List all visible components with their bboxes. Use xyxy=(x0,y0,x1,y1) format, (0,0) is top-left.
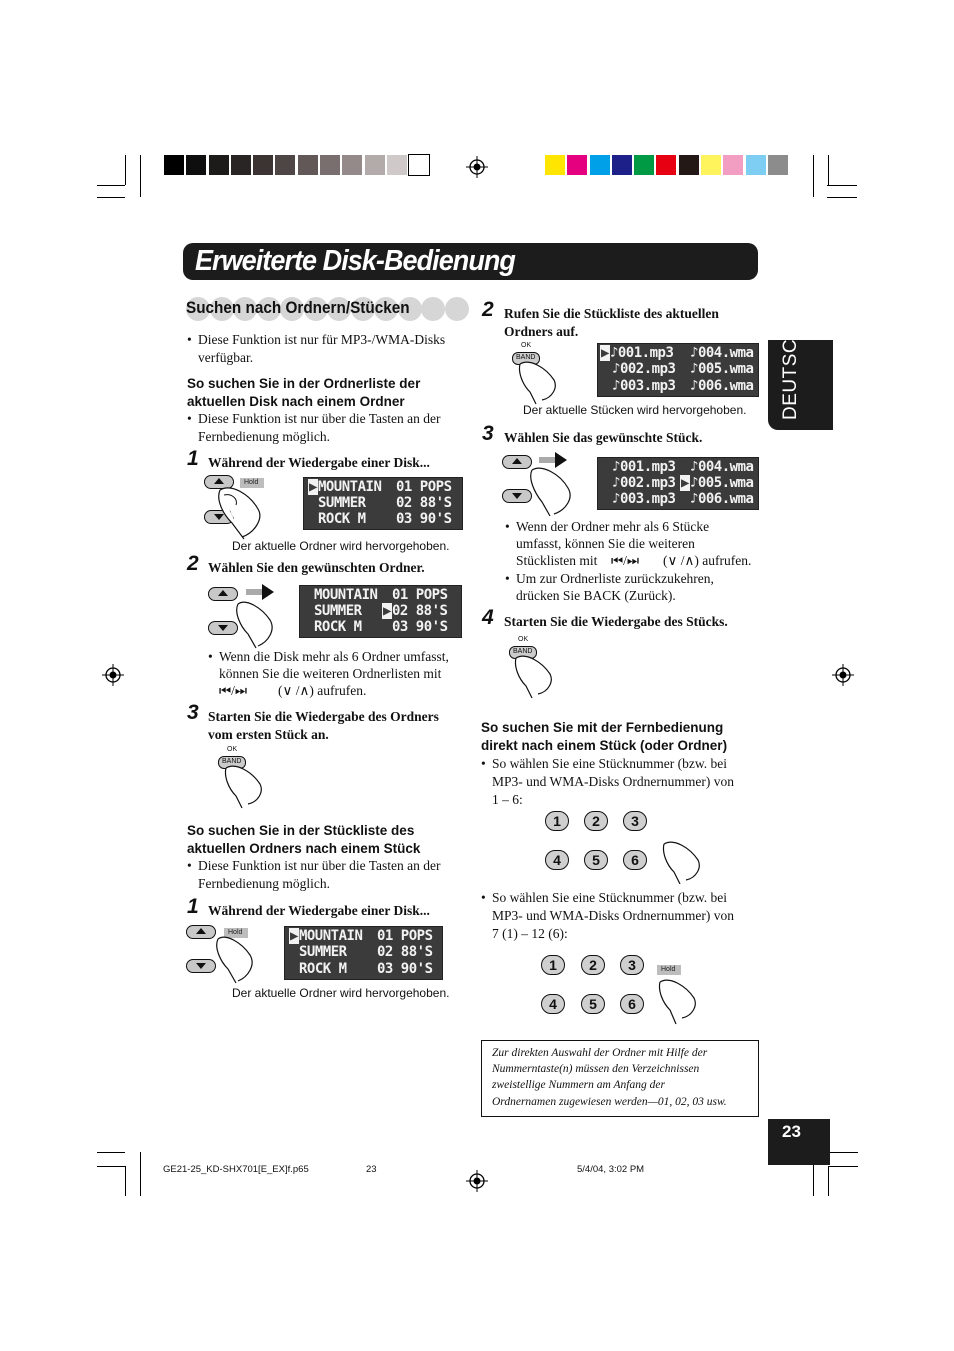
color-swatch xyxy=(275,155,295,175)
lcd-folder-list: MOUNTAIN SUMMER ROCK M 01 POPS ▶02 88'S 03 90'S xyxy=(299,585,462,638)
color-swatch xyxy=(567,155,587,175)
band-button[interactable]: BAND xyxy=(512,352,540,365)
caption: Der aktuelle Ordner wird hervorgehoben. xyxy=(232,539,450,553)
arrow-right-icon xyxy=(246,584,274,600)
number-key-5[interactable]: 5 xyxy=(584,850,608,870)
step-text: Wählen Sie das gewünschte Stück. xyxy=(504,430,703,445)
color-swatch xyxy=(634,155,654,175)
color-swatch xyxy=(701,155,721,175)
step-text: Wählen Sie den gewünschten Ordner. xyxy=(208,560,425,575)
color-swatch xyxy=(746,155,766,175)
color-swatch xyxy=(545,155,565,175)
finger-icon xyxy=(222,764,272,809)
number-key-2[interactable]: 2 xyxy=(584,811,608,831)
number-key-4[interactable]: 4 xyxy=(545,850,569,870)
sub1-title: So suchen Sie in der Ordnerliste der aktuellen Disk nach einem Ordner xyxy=(187,376,421,409)
color-swatch xyxy=(320,155,340,175)
page-number-box xyxy=(768,1119,830,1165)
footer-file: GE21-25_KD-SHX701[E_EX]f.p65 xyxy=(163,1164,309,1175)
color-swatch xyxy=(164,155,184,175)
step-text: Während der Wiedergabe einer Disk... xyxy=(208,455,430,470)
color-swatch xyxy=(253,155,273,175)
finger-icon xyxy=(656,978,702,1026)
step-number: 4 xyxy=(482,606,494,629)
number-key-6[interactable]: 6 xyxy=(623,850,647,870)
finger-icon xyxy=(526,466,582,518)
hold-label: Hold xyxy=(240,478,264,488)
sub3-title: So suchen Sie mit der Fernbedienung direkt nach einem Stück (oder Ordner) xyxy=(481,720,728,753)
page-number: 23 xyxy=(782,1122,801,1141)
sub2-title: So suchen Sie in der Stückliste des aktuellen Ordners nach einem Stück xyxy=(187,823,421,856)
step-text: Rufen Sie die Stückliste des aktuellen Ordners auf. xyxy=(504,306,719,339)
step-number: 2 xyxy=(187,552,199,575)
color-bar xyxy=(545,155,790,175)
step-number: 3 xyxy=(482,422,494,445)
color-swatch xyxy=(409,155,429,175)
finger-icon xyxy=(232,600,282,650)
color-swatch xyxy=(679,155,699,175)
lcd-folder-list: ▶MOUNTAIN SUMMER ROCK M 01 POPS 02 88'S 03 90'S xyxy=(284,926,443,980)
page-title: Erweiterte Disk-Bedienung xyxy=(195,245,515,277)
color-swatch xyxy=(186,155,206,175)
lcd-track-list: ▶♪001.mp3 ♪002.mp3 ♪003.mp3 ♪004.wma ♪005.wma ♪006.wma xyxy=(597,343,759,397)
registration-mark-bottom xyxy=(466,1170,488,1192)
finger-icon xyxy=(214,485,274,540)
number-key-1[interactable]: 1 xyxy=(541,955,565,975)
registration-mark-top xyxy=(466,156,488,178)
color-swatch xyxy=(656,155,676,175)
lcd-track-list: ♪001.mp3 ♪002.mp3 ♪003.mp3 ♪004.wma ▶♪005.wma ♪006.wma xyxy=(597,457,759,510)
step-number: 2 xyxy=(482,298,494,321)
caption: Der aktuelle Ordner wird hervorgehoben. xyxy=(232,986,450,1000)
color-swatch xyxy=(590,155,610,175)
number-key-3[interactable]: 3 xyxy=(620,955,644,975)
language-tab-label: DEUTSCH xyxy=(780,324,801,420)
band-button[interactable]: BAND xyxy=(218,756,246,769)
step-number: 3 xyxy=(187,701,199,724)
step-text: Starten Sie die Wiedergabe des Stücks. xyxy=(504,614,728,629)
finger-icon xyxy=(212,935,262,985)
caption: Der aktuelle Stücken wird hervorgehoben. xyxy=(523,403,747,417)
ok-label: OK xyxy=(518,636,529,643)
ok-label: OK xyxy=(521,342,532,349)
step-number: 1 xyxy=(187,895,199,918)
section-title: Suchen nach Ordnern/Stücken xyxy=(186,298,410,317)
band-button[interactable]: BAND xyxy=(509,646,537,659)
number-key-5[interactable]: 5 xyxy=(581,994,605,1014)
color-swatch xyxy=(342,155,362,175)
up-button[interactable] xyxy=(208,587,238,601)
color-swatch xyxy=(298,155,318,175)
footer-page: 23 xyxy=(366,1164,377,1175)
color-swatch xyxy=(723,155,743,175)
finger-icon xyxy=(660,840,706,884)
language-tab xyxy=(768,324,833,430)
hold-label: Hold xyxy=(224,928,248,938)
number-key-3[interactable]: 3 xyxy=(623,811,647,831)
skip-icons: ⏮/⏭ xyxy=(219,683,248,698)
registration-mark-right xyxy=(832,664,854,686)
finger-icon xyxy=(516,360,566,405)
number-key-6[interactable]: 6 xyxy=(620,994,644,1014)
color-swatch xyxy=(768,155,788,175)
color-swatch xyxy=(365,155,385,175)
title-banner xyxy=(183,243,758,280)
color-swatch xyxy=(387,155,407,175)
hold-label: Hold xyxy=(657,965,681,975)
footer-date: 5/4/04, 3:02 PM xyxy=(577,1164,645,1175)
registration-mark-left xyxy=(102,664,124,686)
number-key-1[interactable]: 1 xyxy=(545,811,569,831)
color-swatch xyxy=(231,155,251,175)
skip-icons: ⏮/⏭ xyxy=(611,553,640,568)
number-key-2[interactable]: 2 xyxy=(581,955,605,975)
lcd-folder-list: ▶MOUNTAIN SUMMER ROCK M 01 POPS 02 88'S 03 90'S xyxy=(303,477,463,530)
note-box: Zur direkten Auswahl der Ordner mit Hilfe der Nummerntaste(n) müssen den Verzeichnissen zweistellige Nummern am Anfang der Ordnernamen zugewiesen werden—01, 02, 03 usw. xyxy=(481,1040,759,1117)
step-number: 1 xyxy=(187,447,199,470)
number-key-4[interactable]: 4 xyxy=(541,994,565,1014)
section-heading xyxy=(186,297,464,323)
color-swatch xyxy=(612,155,632,175)
color-swatch xyxy=(209,155,229,175)
step-text: Während der Wiedergabe einer Disk... xyxy=(208,903,430,918)
finger-icon xyxy=(512,654,562,699)
ok-label: OK xyxy=(227,746,238,753)
step-text: Starten Sie die Wiedergabe des Ordners vom ersten Stück an. xyxy=(208,709,439,742)
grayscale-bar xyxy=(164,155,432,175)
